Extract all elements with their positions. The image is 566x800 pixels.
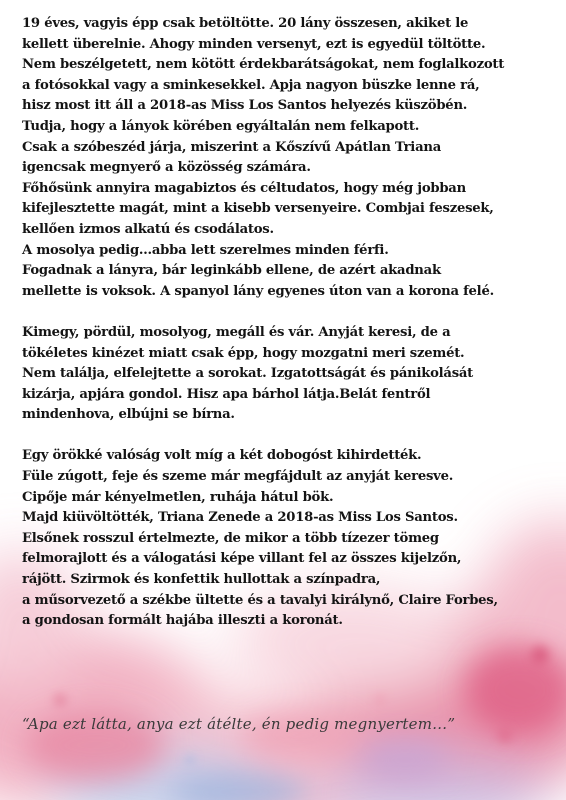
paragraph-gap <box>22 426 546 447</box>
text-line: A mosolya pedig…abba lett szerelmes minden férfi. <box>22 242 389 258</box>
text-line: Egy örökké valóság volt míg a két dobogóst kihirdették. <box>22 448 422 464</box>
text-line: kifejlesztette magát, mint a kisebb versenyeire. Combjai feszesek, <box>22 201 494 217</box>
text-line: hisz most itt áll a 2018-as Miss Los Santos helyezés küszöbén. <box>22 98 468 114</box>
text-line: mindenhova, elbújni se bírna. <box>22 407 235 423</box>
paragraph-1 <box>22 14 546 302</box>
text-line: igencsak megnyerő a közösség számára. <box>22 160 311 176</box>
text-line: felmorajlott és a válogatási képe villant fel az összes kijelzőn, <box>22 551 462 567</box>
text-line: mellette is voksok. A spanyol lány egyenes úton van a korona felé. <box>22 283 494 299</box>
text-line: kellően izmos alkatú és csodálatos. <box>22 221 274 237</box>
paragraph-2 <box>22 323 546 426</box>
text-line: Tudja, hogy a lányok körében egyáltalán nem felkapott. <box>22 118 420 134</box>
text-line: a fotósokkal vagy a sminkesekkel. Apja nagyon büszke lenne rá, <box>22 77 480 93</box>
text-line: Főhősünk annyira magabiztos és céltudatos, hogy még jobban <box>22 180 466 196</box>
paragraph-gap <box>22 302 546 323</box>
text-line: Cipője már kényelmetlen, ruhája hátul bök. <box>22 489 334 505</box>
text-line: kellett überelnie. Ahogy minden versenyt, ezt is egyedül töltötte. <box>22 36 486 52</box>
text-line: kizárja, apjára gondol. Hisz apa bárhol látja.Belát fentről <box>22 386 431 402</box>
text-line: Füle zúgott, feje és szeme már megfájdult az anyját keresve. <box>22 469 454 485</box>
paragraph-3 <box>22 446 546 631</box>
text-line: a gondosan formált hajába illeszti a koronát. <box>22 613 343 629</box>
text-line: Csak a szóbeszéd járja, miszerint a Kőszívű Apátlan Triana <box>22 139 441 155</box>
text-line: Nem találja, elfelejtette a sorokat. Izgatottságát és pánikolását <box>22 366 474 382</box>
story-text <box>22 14 546 632</box>
text-line: Fogadnak a lányra, bár leginkább ellene, de azért akadnak <box>22 263 441 279</box>
closing-quote: “Apa ezt látta, anya ezt átélte, én pedig megnyertem…” <box>22 715 456 733</box>
text-line: Elsőnek rosszul értelmezte, de mikor a több tízezer tömeg <box>22 530 439 546</box>
text-line: 19 éves, vagyis épp csak betöltötte. 20 lány összesen, akiket le <box>22 16 469 31</box>
text-line: Majd kiüvöltötték, Triana Zenede a 2018-as Miss Los Santos. <box>22 510 458 526</box>
text-line: Nem beszélgetett, nem kötött érdekbarátságokat, nem foglalkozott <box>22 57 505 73</box>
text-line: tökéletes kinézet miatt csak épp, hogy mozgatni meri szemét. <box>22 345 465 361</box>
text-line: rájött. Szirmok és konfettik hullottak a színpadra, <box>22 572 381 588</box>
text-line: Kimegy, pördül, mosolyog, megáll és vár. Anyját keresi, de a <box>22 324 451 340</box>
text-line: a műsorvezető a székbe ültette és a tavalyi királynő, Claire Forbes, <box>22 592 498 608</box>
